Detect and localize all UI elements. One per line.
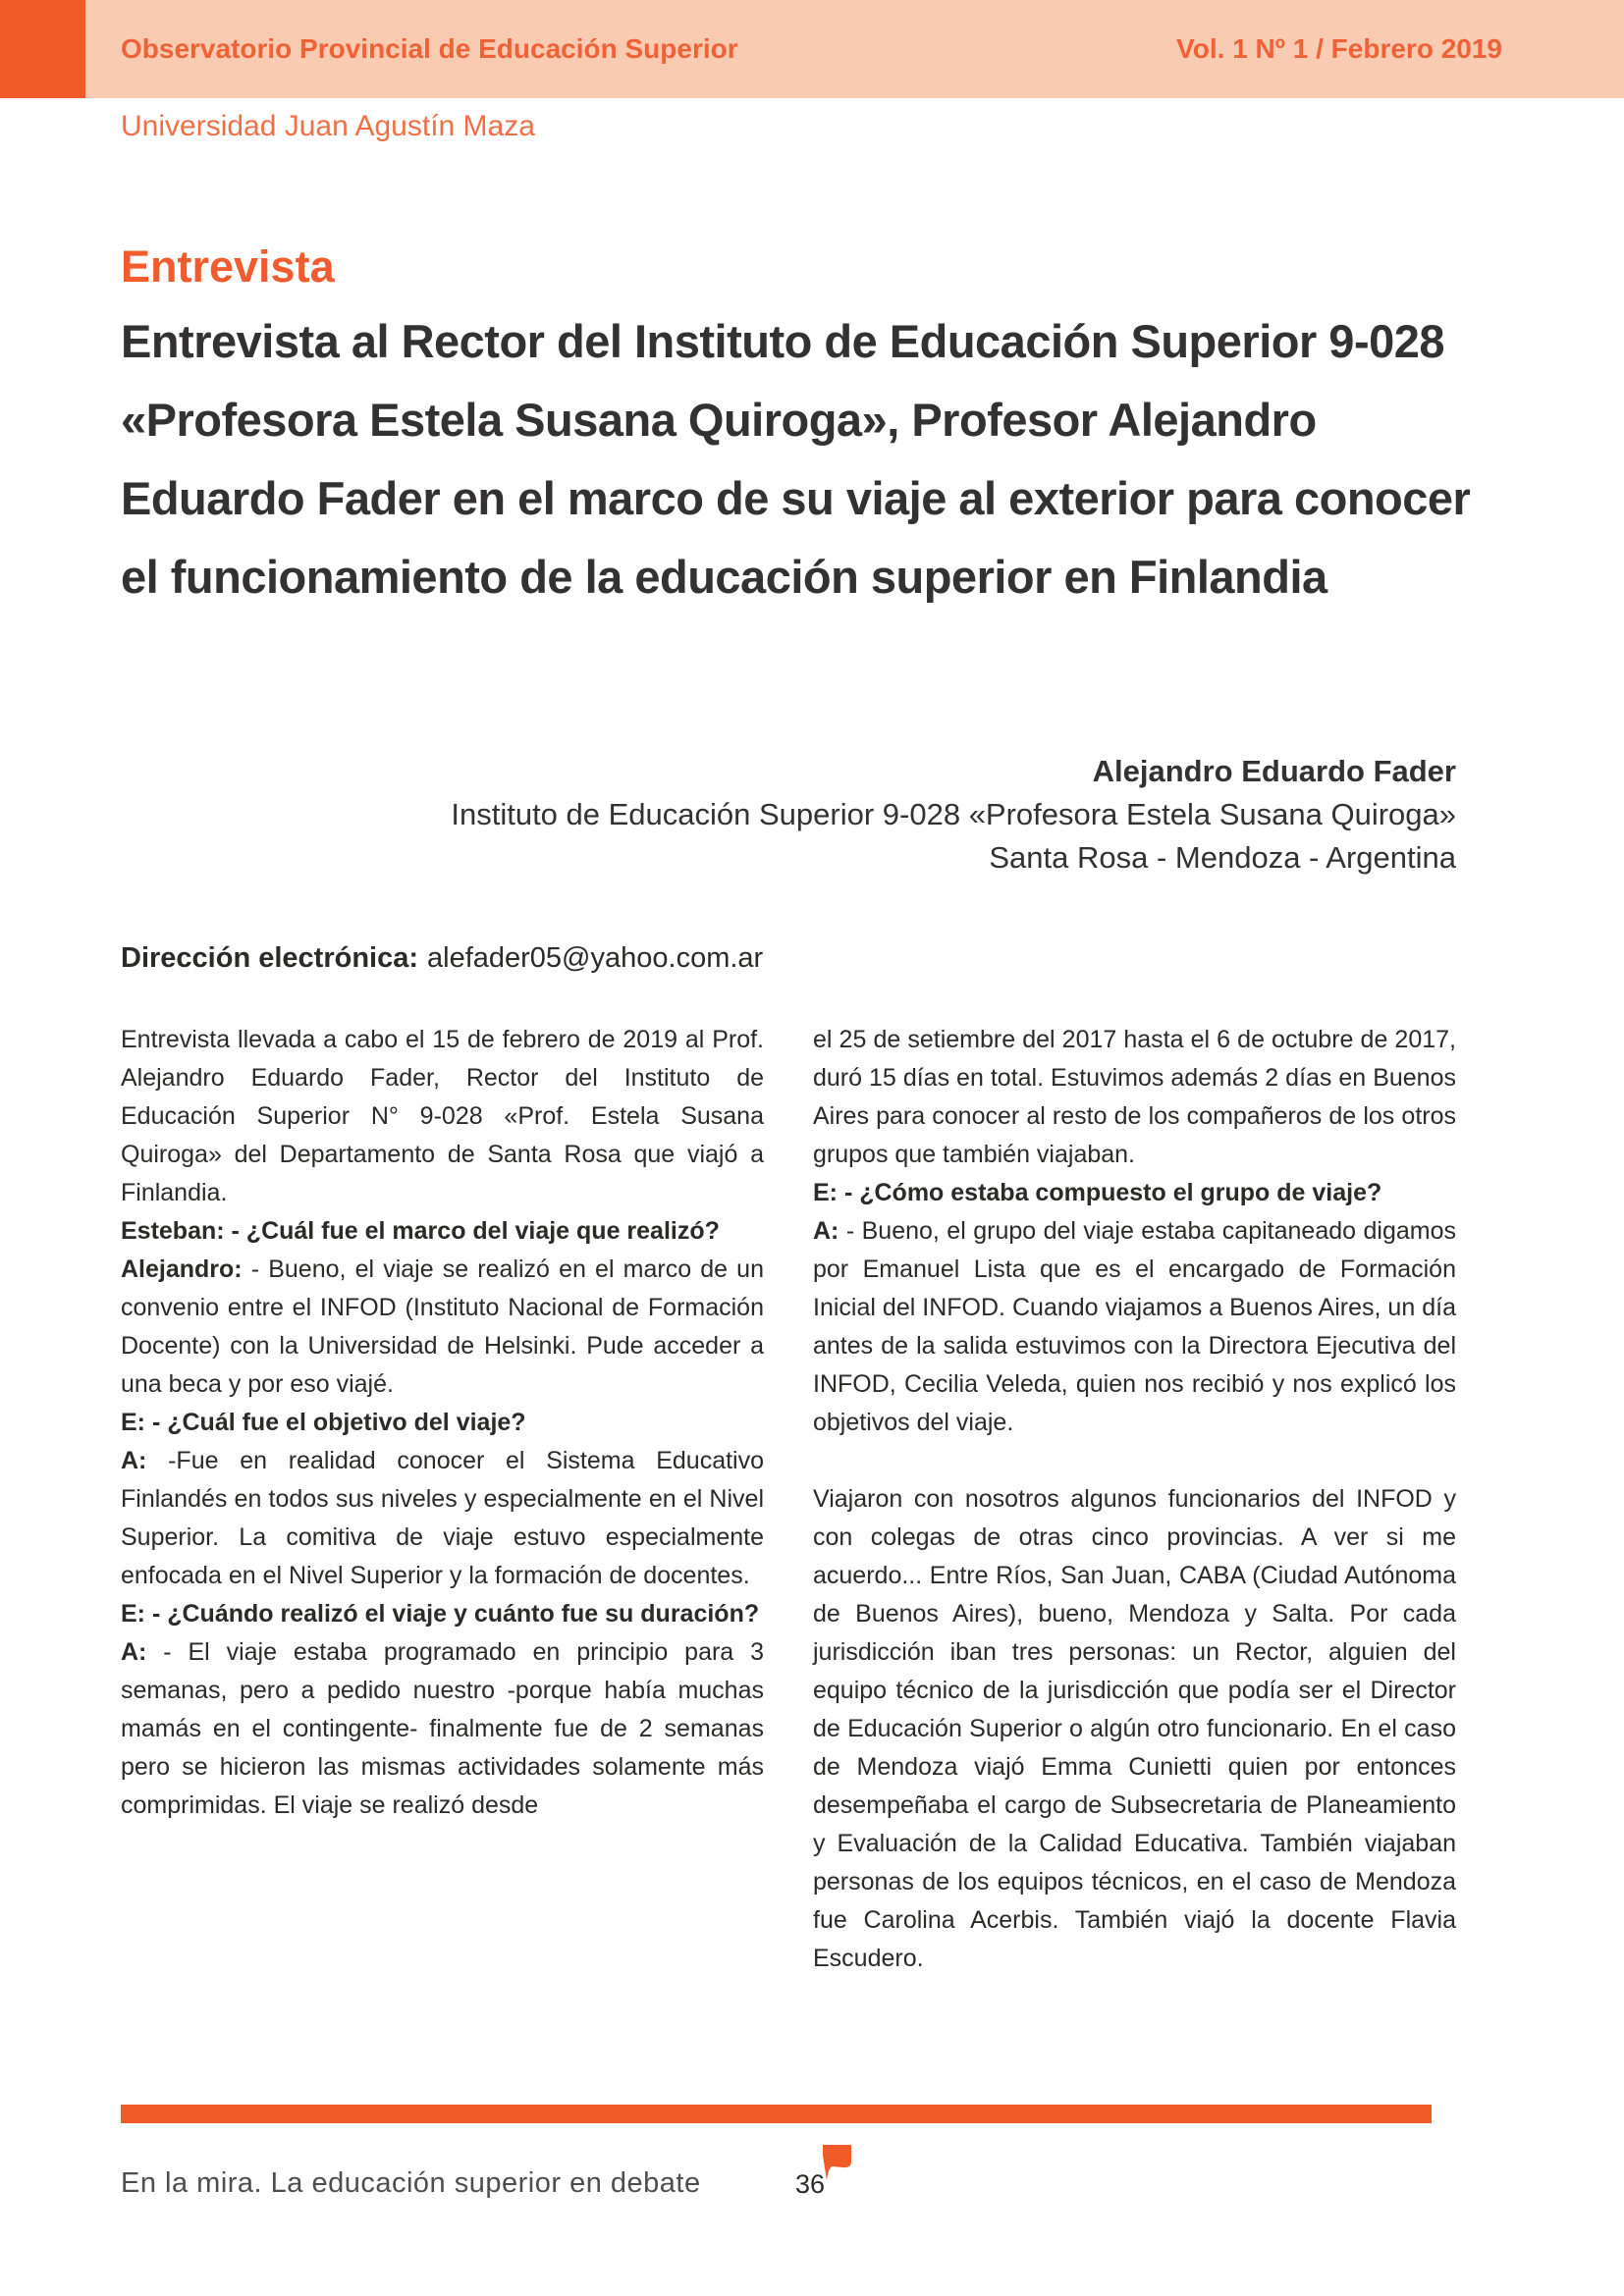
- author-location: Santa Rosa - Mendoza - Argentina: [989, 840, 1456, 875]
- question-heading: E: - ¿Cuándo realizó el viaje y cuánto fue su duración?: [121, 1600, 760, 1628]
- author-block: [451, 750, 1456, 880]
- question-heading: Esteban: - ¿Cuál fue el marco del viaje que realizó?: [121, 1217, 720, 1245]
- header-accent-square: [0, 0, 85, 98]
- speaker-label: A:: [121, 1638, 147, 1666]
- issue-info: Vol. 1 Nº 1 / Febrero 2019: [1176, 33, 1502, 64]
- answer-text: - Bueno, el grupo del viaje estaba capitaneado digamos por Emanuel Lista que es el encargado de Formación Inicial del INFOD. Cuando viajamos a Buenos Aires, un día antes de la salida estuvimos con la Directora Ejecutiva del INFOD, Cecilia Veleda, quien nos recibió y nos explicó los objetivos del viaje.: [813, 1217, 1456, 1436]
- answer-paragraph: [121, 1633, 764, 1825]
- question-heading: E: - ¿Cuál fue el objetivo del viaje?: [121, 1409, 526, 1436]
- footer-tagline: En la mira. La educación superior en debate: [121, 2167, 701, 2199]
- header-band: [0, 0, 1624, 98]
- answer-paragraph: [121, 1442, 764, 1595]
- answer-text: -Fue en realidad conocer el Sistema Educativo Finlandés en todos sus niveles y especialmente en el Nivel Superior. La comitiva de viaje estuvo especialmente enfocada en el Nivel Superior y la formación de docentes.: [121, 1447, 764, 1589]
- footer-accent-bar: [121, 2105, 1432, 2123]
- column-left: [121, 1021, 764, 2101]
- answer-text: - El viaje estaba programado en principio para 3 semanas, pero a pedido nuestro -porque había muchas mamás en el contingente- finalmente fue de 2 semanas pero se hicieron las mismas actividades solamente más comprimidas. El viaje se realizó desde: [121, 1638, 764, 1819]
- paragraph: Entrevista llevada a cabo el 15 de febrero de 2019 al Prof. Alejandro Eduardo Fader, Rector del Instituto de Educación Superior N° 9-028 «Prof. Estela Susana Quiroga» del Departamento de Santa Rosa que viajó a Finlandia.: [121, 1026, 764, 1206]
- paragraph: Viajaron con nosotros algunos funcionarios del INFOD y con colegas de otras cinco provincias. A ver si me acuerdo... Entre Ríos, San Juan, CABA (Ciudad Autónoma de Buenos Aires), bueno, Mendoza y Salta. Por cada jurisdicción iban tres personas: un Rector, alguien del equipo técnico de la jurisdicción que podía ser el Director de Educación Superior o algún otro funcionario. En el caso de Mendoza viajó Emma Cunietti quien por entonces desempeñaba el cargo de Subsecretaria de Planeamiento y Evaluación de la Calidad Educativa. También viajaban personas de los equipos técnicos, en el caso de Mendoza fue Carolina Acerbis. También viajó la docente Flavia Escudero.: [813, 1485, 1456, 1972]
- answer-text: - Bueno, el viaje se realizó en el marco de un convenio entre el INFOD (Instituto Nacional de Formación Docente) con la Universidad de Helsinki. Pude acceder a una beca y por eso viajé.: [121, 1255, 764, 1398]
- column-right: [813, 1021, 1456, 2101]
- speaker-label: A:: [121, 1447, 147, 1474]
- university-name: Universidad Juan Agustín Maza: [121, 110, 535, 142]
- email-address: alefader05@yahoo.com.ar: [427, 942, 764, 974]
- author-name: Alejandro Eduardo Fader: [1092, 754, 1456, 788]
- paragraph: el 25 de setiembre del 2017 hasta el 6 de octubre de 2017, duró 15 días en total. Estuvimos además 2 días en Buenos Aires para conocer al resto de los compañeros de los otros grupos que también viajaban.: [813, 1026, 1456, 1168]
- section-label: Entrevista: [121, 241, 335, 292]
- answer-paragraph: [813, 1212, 1456, 1442]
- speaker-label: Alejandro:: [121, 1255, 243, 1283]
- page-flag-icon: [821, 2144, 852, 2181]
- page-number: 36: [795, 2169, 826, 2199]
- article-body: [121, 1021, 1456, 2101]
- article-title: Entrevista al Rector del Instituto de Educación Superior 9-028 «Profesora Estela Susana Quiroga», Profesor Alejandro Eduardo Fader en el marco de su viaje al exterior para conocer el funcionamiento de la educación superior en Finlandia: [121, 315, 1471, 603]
- speaker-label: A:: [813, 1217, 839, 1245]
- author-affiliation: Instituto de Educación Superior 9-028 «Profesora Estela Susana Quiroga»: [451, 797, 1456, 831]
- journal-title: Observatorio Provincial de Educación Superior: [121, 33, 738, 64]
- email-line: [121, 942, 763, 975]
- email-label: Dirección electrónica:: [121, 942, 418, 974]
- question-heading: E: - ¿Cómo estaba compuesto el grupo de viaje?: [813, 1179, 1382, 1206]
- answer-paragraph: [121, 1251, 764, 1404]
